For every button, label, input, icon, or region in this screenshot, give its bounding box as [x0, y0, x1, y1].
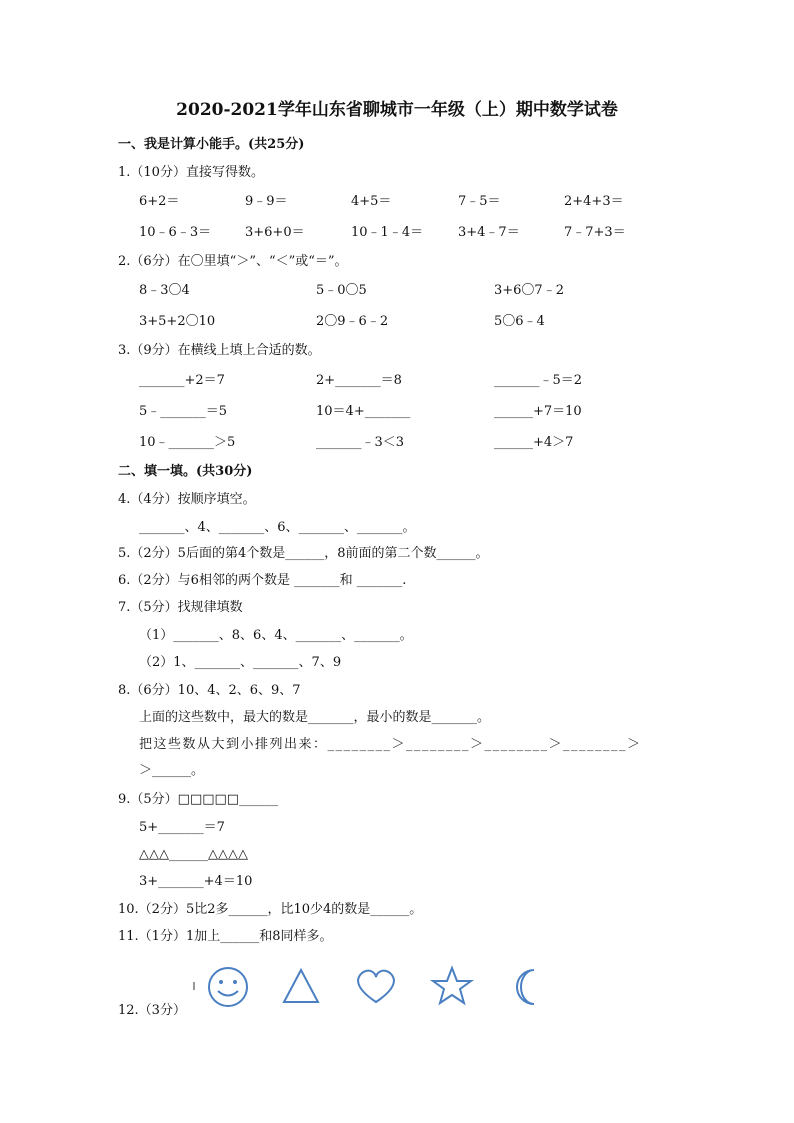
- question-4-prompt: 4.（4分）按顺序填空。: [118, 492, 256, 507]
- question-7-line-2: （2）1、_______、_______、7、9: [139, 655, 342, 670]
- q3-item: ______+4＞7: [494, 435, 574, 450]
- q3-item: _______﹣3＜3: [316, 435, 405, 450]
- section-heading-2: 二、填一填。(共30分): [118, 464, 253, 479]
- triangle-icon: [284, 970, 318, 1002]
- section-heading-1: 一、我是计算小能手。(共25分): [118, 137, 305, 152]
- smiley-face-icon: [209, 968, 247, 1006]
- q3-item: _______﹣5＝2: [494, 373, 583, 388]
- q1-item: 7﹣7+3＝: [564, 225, 626, 240]
- question-9-line-1: 5+_______＝7: [139, 820, 225, 835]
- q1-item: 3+4﹣7＝: [458, 225, 520, 240]
- q1-item: 10﹣6﹣3＝: [139, 225, 212, 240]
- question-7-line-1: （1）_______、8、6、4、_______、_______。: [139, 628, 413, 643]
- q1-item: 6+2＝: [139, 194, 180, 209]
- q1-item: 4+5＝: [351, 194, 392, 209]
- q1-item: 9﹣9＝: [245, 194, 288, 209]
- question-12-text: 12.（3分）: [118, 1003, 186, 1018]
- question-11-text: 11.（1分）1加上______和8同样多。: [118, 929, 333, 944]
- q2-item: 8﹣3〇4: [139, 283, 190, 298]
- q1-item: 3+6+0＝: [245, 225, 305, 240]
- q2-item: 5﹣0〇5: [316, 283, 367, 298]
- question-9-line-3: 3+_______+4＝10: [139, 874, 253, 889]
- question-4-line: _______、4、_______、6、_______、_______。: [139, 520, 416, 535]
- question-7-prompt: 7.（5分）找规律填数: [118, 600, 243, 615]
- question-8-line-3: ＞______。: [139, 763, 205, 778]
- crescent-moon-icon: [517, 970, 534, 1004]
- question-9-line-2: △△△______△△△△: [139, 847, 248, 862]
- star-icon: [433, 968, 471, 1003]
- q2-item: 3+6〇7﹣2: [494, 283, 564, 298]
- q1-item: 2+4+3＝: [564, 194, 624, 209]
- q3-item: 5﹣_______＝5: [139, 404, 228, 419]
- question-1-prompt: 1.（10分）直接写得数。: [118, 165, 264, 180]
- page-title: 2020-2021学年山东省聊城市一年级（上）期中数学试卷: [176, 100, 618, 120]
- q1-item: 7﹣5＝: [458, 194, 501, 209]
- q1-item: 10﹣1﹣4＝: [351, 225, 424, 240]
- heart-icon: [358, 971, 394, 1002]
- question-3-prompt: 3.（9分）在横线上填上合适的数。: [118, 343, 321, 358]
- q3-item: 2+_______＝8: [316, 373, 402, 388]
- question-5-text: 5.（2分）5后面的第4个数是______，8前面的第二个数______。: [118, 546, 489, 561]
- q2-item: 3+5+2〇10: [139, 314, 216, 329]
- q3-item: _______+2＝7: [139, 373, 225, 388]
- q3-item: 10﹣_______＞5: [139, 435, 236, 450]
- q2-item: 5〇6﹣4: [494, 314, 545, 329]
- q3-item: 10＝4+_______: [316, 404, 411, 419]
- q3-item: ______+7＝10: [494, 404, 582, 419]
- question-9-prompt: 9.（5分）□□□□□______: [118, 792, 279, 807]
- question-6-text: 6.（2分）与6相邻的两个数是 _______和 _______.: [118, 573, 407, 588]
- q2-item: 2〇9﹣6﹣2: [316, 314, 389, 329]
- question-10-text: 10.（2分）5比2多______，比10少4的数是______。: [118, 902, 423, 917]
- question-8-line-1: 上面的这些数中，最大的数是_______，最小的数是_______。: [139, 710, 491, 725]
- shapes-row: [190, 962, 550, 1012]
- question-8-prompt: 8.（6分）10、4、2、6、9、7: [118, 683, 301, 698]
- question-2-prompt: 2.（6分）在〇里填“＞”、“＜”或“＝”。: [118, 254, 348, 269]
- question-8-line-2: 把这些数从大到小排列出来：________＞________＞________＞________＞: [139, 737, 642, 752]
